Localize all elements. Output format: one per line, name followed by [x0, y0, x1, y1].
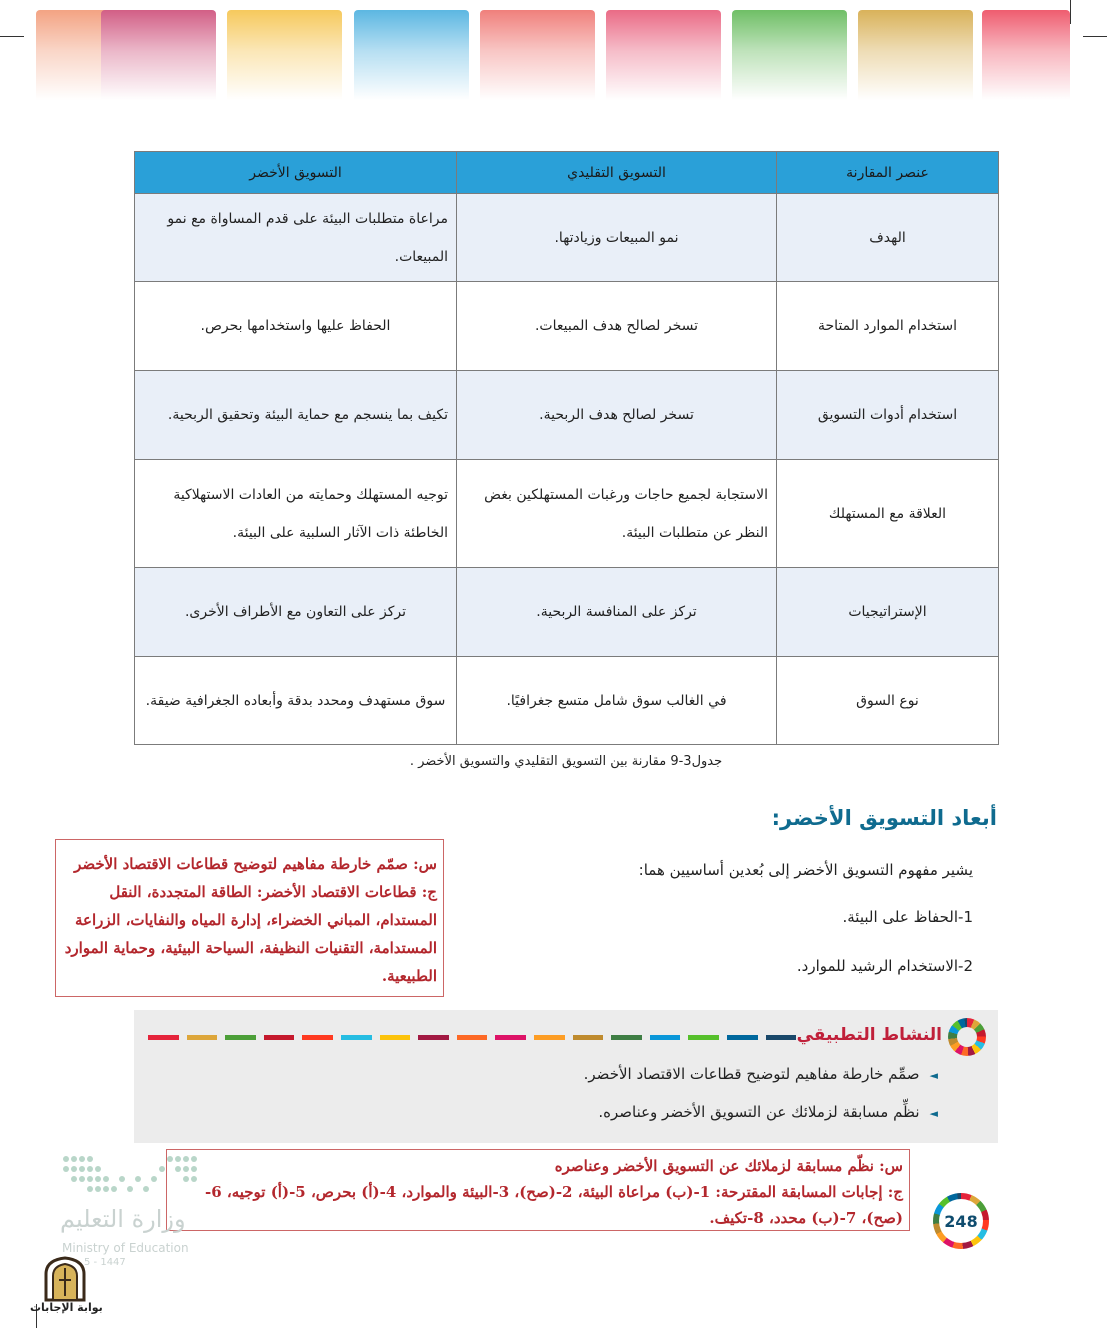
divider-dash	[148, 1035, 179, 1040]
header-tab	[354, 10, 469, 100]
divider-dash	[650, 1035, 681, 1040]
activity-title: النشاط التطبيقي	[796, 1025, 942, 1045]
header-tab	[732, 10, 847, 100]
crop-mark	[0, 36, 24, 37]
arrow-bullet-icon: ◄	[929, 1069, 938, 1082]
table-header-row	[135, 152, 999, 194]
table-cell: تركز على التعاون مع الأطراف الأخرى.	[135, 568, 457, 657]
ministry-name-arabic: وزارة التعليم	[60, 1205, 186, 1233]
ministry-name-english: Ministry of Education	[62, 1241, 189, 1255]
table-cell: نمو المبيعات وزيادتها.	[457, 194, 777, 282]
table-row	[135, 371, 999, 460]
answer-text: ج: إجابات المسابقة المقترحة: 1-(ب) مراعاة البيئة، 2-(صح)، 3-البيئة والموارد، 4-(أ) بحرص، 5-(أ) توجيه، 6-(صح)، 7-(ب) محدد، 8-تكيف.	[204, 1183, 903, 1227]
divider-dash	[534, 1035, 565, 1040]
divider-dash	[380, 1035, 411, 1040]
answer-text: ج: قطاعات الاقتصاد الأخضر: الطاقة المتجددة، النقل المستدام، المباني الخضراء، إدارة المياه والنفايات، الزراعة المستدامة، التقنيات النظيفة، السياحة البيئية، وحماية الموارد الطبيعية.	[64, 883, 437, 985]
table-row	[135, 460, 999, 568]
table-cell: تسخر لصالح هدف المبيعات.	[457, 282, 777, 371]
portal-name: بوابة الإجابات	[30, 1301, 103, 1314]
divider-dash	[264, 1035, 295, 1040]
divider-dash	[225, 1035, 256, 1040]
answer-box-sectors	[55, 839, 444, 997]
table-cell: تركز على المنافسة الربحية.	[457, 568, 777, 657]
divider-dash	[187, 1035, 218, 1040]
activity-item-text: صمِّم خارطة مفاهيم لتوضيح قطاعات الاقتصاد الأخضر.	[583, 1065, 920, 1083]
table-cell: مراعاة متطلبات البيئة على قدم المساواة مع نمو المبيعات.	[135, 194, 457, 282]
activity-divider	[148, 1035, 796, 1040]
table-cell: في الغالب سوق شامل متسع جغرافيًا.	[457, 657, 777, 745]
answer-question: س: نظّم مسابقة لزملائك عن التسويق الأخضر وعناصره	[554, 1157, 903, 1175]
divider-dash	[611, 1035, 642, 1040]
table-caption: جدول3-9 مقارنة بين التسويق التقليدي والتسويق الأخضر .	[409, 754, 723, 769]
table-row	[135, 282, 999, 371]
header-cell: التسويق الأخضر	[135, 152, 457, 194]
header-tab	[480, 10, 595, 100]
divider-dash	[418, 1035, 449, 1040]
activity-item	[584, 1065, 938, 1083]
table-cell: الهدف	[777, 194, 999, 282]
table-cell: استخدام أدوات التسويق	[777, 371, 999, 460]
table-cell: العلاقة مع المستهلك	[777, 460, 999, 568]
divider-dash	[688, 1035, 719, 1040]
table-cell: الاستجابة لجميع حاجات ورغبات المستهلكين بغض النظر عن متطلبات البيئة.	[457, 460, 777, 568]
section-intro: يشير مفهوم التسويق الأخضر إلى بُعدين أساسيين هما:	[638, 861, 973, 879]
portal-logo-icon	[40, 1256, 90, 1302]
ministry-year: 5 - 1447	[84, 1257, 126, 1268]
divider-dash	[766, 1035, 797, 1040]
table-cell: سوق مستهدف ومحدد بدقة وأبعاده الجغرافية ضيقة.	[135, 657, 457, 745]
header-tab	[101, 10, 216, 100]
table-cell: استخدام الموارد المتاحة	[777, 282, 999, 371]
table-cell: نوع السوق	[777, 657, 999, 745]
table-cell: الحفاظ عليها واستخدامها بحرص.	[135, 282, 457, 371]
table-cell: توجيه المستهلك وحمايته من العادات الاستهلاكية الخاطئة ذات الآثار السلبية على البيئة.	[135, 460, 457, 568]
divider-dash	[302, 1035, 333, 1040]
section-title: أبعاد التسويق الأخضر:	[771, 806, 997, 830]
header-color-tabs	[36, 10, 1070, 100]
crop-mark	[1083, 36, 1107, 37]
comparison-table	[134, 151, 998, 745]
divider-dash	[457, 1035, 488, 1040]
answer-question: س: صمّم خارطة مفاهيم لتوضيح قطاعات الاقتصاد الأخضر	[74, 855, 437, 873]
activity-panel	[134, 1010, 998, 1143]
table-cell: تسخر لصالح هدف الربحية.	[457, 371, 777, 460]
page-number-badge	[933, 1193, 989, 1249]
header-cell: عنصر المقارنة	[777, 152, 999, 194]
divider-dash	[495, 1035, 526, 1040]
table-row	[135, 194, 999, 282]
section-point-1: 1-الحفاظ على البيئة.	[842, 908, 973, 926]
crop-mark	[1070, 0, 1071, 24]
table-cell: تكيف بما ينسجم مع حماية البيئة وتحقيق الربحية.	[135, 371, 457, 460]
header-tab	[227, 10, 342, 100]
header-tab	[858, 10, 973, 100]
header-tab	[982, 10, 1070, 100]
table-cell: الإستراتيجيات	[777, 568, 999, 657]
header-tab	[606, 10, 721, 100]
divider-dash	[727, 1035, 758, 1040]
header-cell: التسويق التقليدي	[457, 152, 777, 194]
page-number: 248	[939, 1199, 983, 1243]
divider-dash	[341, 1035, 372, 1040]
section-point-2: 2-الاستخدام الرشيد للموارد.	[796, 957, 973, 975]
answer-box-quiz	[166, 1149, 910, 1231]
table-row	[135, 657, 999, 745]
ministry-logo-icon	[62, 1155, 197, 1197]
activity-item	[598, 1103, 938, 1121]
sdg-wheel-icon	[948, 1018, 986, 1056]
arrow-bullet-icon: ◄	[929, 1107, 938, 1120]
table-row	[135, 568, 999, 657]
divider-dash	[573, 1035, 604, 1040]
activity-item-text: نظِّم مسابقة لزملائك عن التسويق الأخضر وعناصره.	[598, 1103, 920, 1121]
